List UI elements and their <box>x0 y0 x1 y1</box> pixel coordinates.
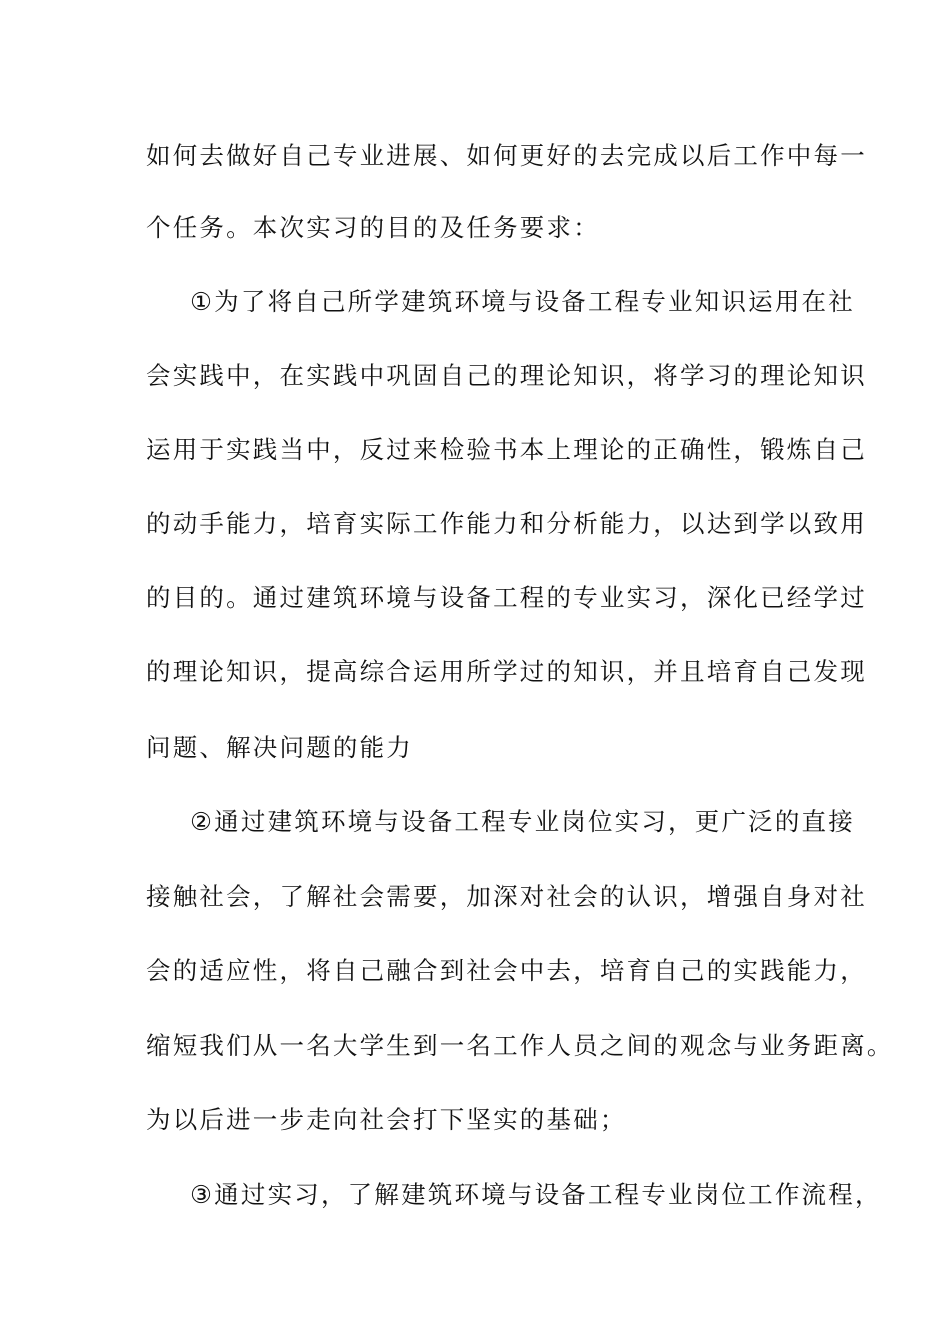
text-line-6: 的动手能力，培育实际工作能力和分析能力，以达到学以致用 <box>146 509 867 538</box>
text-line-2: 个任务。本次实习的目的及任务要求： <box>146 213 600 242</box>
text-line-1: 如何去做好自己专业进展、如何更好的去完成以后工作中每一 <box>146 141 867 170</box>
text-line-5: 运用于实践当中，反过来检验书本上理论的正确性，锻炼自己 <box>146 435 867 464</box>
paragraph-3-start: ③通过实习，了解建筑环境与设备工程专业岗位工作流程， <box>190 1180 882 1209</box>
paragraph-1-start: ①为了将自己所学建筑环境与设备工程专业知识运用在社 <box>190 287 855 316</box>
text-line-11: 接触社会，了解社会需要，加深对社会的认识，增强自身对社 <box>146 882 867 911</box>
text-line-8: 的理论知识，提高综合运用所学过的知识，并且培育自己发现 <box>146 657 867 686</box>
text-line-12: 会的适应性，将自己融合到社会中去，培育自己的实践能力， <box>146 956 867 985</box>
paragraph-2-start: ②通过建筑环境与设备工程专业岗位实习，更广泛的直接 <box>190 807 855 836</box>
text-line-13: 缩短我们从一名大学生到一名工作人员之间的观念与业务距离。 <box>146 1031 894 1060</box>
text-line-9: 问题、解决问题的能力 <box>146 733 413 762</box>
text-line-7: 的目的。通过建筑环境与设备工程的专业实习，深化已经学过 <box>146 583 867 612</box>
text-line-14: 为以后进一步走向社会打下坚实的基础； <box>146 1105 627 1134</box>
text-line-4: 会实践中，在实践中巩固自己的理论知识，将学习的理论知识 <box>146 361 867 390</box>
